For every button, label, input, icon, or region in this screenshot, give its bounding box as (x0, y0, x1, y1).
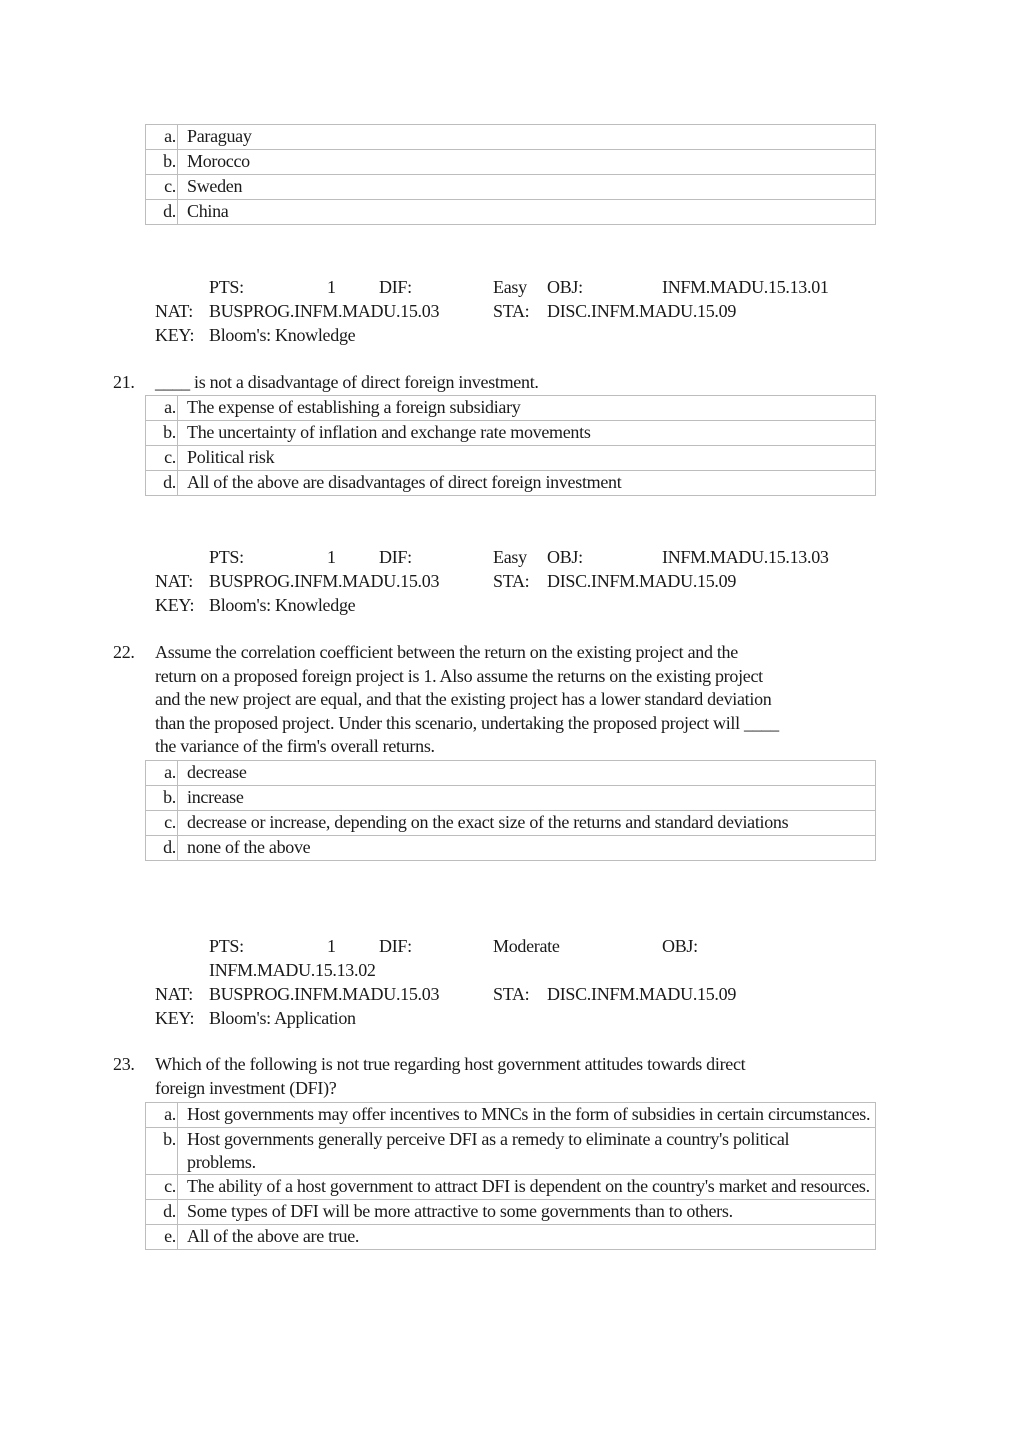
option-letter: e. (146, 1225, 178, 1250)
q21-metadata (155, 545, 875, 617)
obj-value: INFM.MADU.15.13.03 (662, 547, 829, 567)
option-text: The uncertainty of inflation and exchange rate movements (178, 421, 876, 446)
option-letter: a. (146, 396, 178, 421)
question-stem (155, 641, 915, 759)
sta-value: DISC.INFM.MADU.15.09 (547, 301, 737, 321)
option-letter: d. (146, 1200, 178, 1225)
dif-value: Moderate (493, 936, 560, 956)
option-row (146, 761, 876, 786)
obj-value: INFM.MADU.15.13.02 (209, 960, 376, 980)
option-text: The expense of establishing a foreign subsidiary (178, 396, 876, 421)
option-row (146, 1103, 876, 1128)
option-letter: b. (146, 150, 178, 175)
option-row (146, 1128, 876, 1175)
option-row (146, 471, 876, 496)
option-letter: c. (146, 811, 178, 836)
pts-value: 1 (327, 277, 336, 297)
stem-line: foreign investment (DFI)? (155, 1077, 337, 1098)
option-text: increase (178, 786, 876, 811)
question-number: 22. (113, 642, 135, 662)
pts-value: 1 (327, 936, 336, 956)
nat-value: BUSPROG.INFM.MADU.15.03 (209, 984, 440, 1004)
option-row (146, 811, 876, 836)
dif-value: Easy (493, 277, 527, 297)
key-label: KEY: (155, 595, 195, 615)
option-row (146, 396, 876, 421)
pts-label: PTS: (209, 277, 244, 297)
dif-label: DIF: (379, 277, 412, 297)
stem-line: the variance of the firm's overall returns. (155, 736, 435, 756)
q23-options-table (145, 1102, 876, 1250)
option-letter: c. (146, 175, 178, 200)
option-letter: a. (146, 761, 178, 786)
q21-options-table (145, 395, 876, 496)
option-text: decrease or increase, depending on the exact size of the returns and standard deviations (178, 811, 876, 836)
option-row (146, 836, 876, 861)
stem-line: Which of the following is not true regarding host government attitudes towards direct (155, 1054, 746, 1074)
sta-label: STA: (493, 301, 530, 321)
option-letter: d. (146, 200, 178, 225)
option-row (146, 1175, 876, 1200)
option-text: Morocco (178, 150, 876, 175)
option-text: none of the above (178, 836, 876, 861)
option-letter: d. (146, 836, 178, 861)
option-row (146, 1225, 876, 1250)
nat-label: NAT: (155, 571, 193, 591)
obj-label: OBJ: (662, 936, 698, 956)
nat-value: BUSPROG.INFM.MADU.15.03 (209, 571, 440, 591)
option-letter: a. (146, 125, 178, 150)
option-text: China (178, 200, 876, 225)
dif-value: Easy (493, 547, 527, 567)
q20-metadata (155, 275, 875, 347)
option-text: All of the above are disadvantages of direct foreign investment (178, 471, 876, 496)
option-text: The ability of a host government to attract DFI is dependent on the country's market and resources. (178, 1175, 876, 1200)
q20-options-table (145, 124, 876, 225)
option-text: Some types of DFI will be more attractive to some governments than to others. (178, 1200, 876, 1225)
pts-label: PTS: (209, 547, 244, 567)
key-value: Bloom's: Application (209, 1008, 356, 1028)
option-row (146, 200, 876, 225)
q22-options-table (145, 760, 876, 861)
obj-label: OBJ: (547, 277, 583, 297)
option-letter: c. (146, 1175, 178, 1200)
option-letter: c. (146, 446, 178, 471)
option-row (146, 150, 876, 175)
sta-label: STA: (493, 571, 530, 591)
stem-line: return on a proposed foreign project is 1. Also assume the returns on the existing project (155, 665, 763, 686)
option-text: Paraguay (178, 125, 876, 150)
question-stem: ____ is not a disadvantage of direct foreign investment. (155, 372, 539, 392)
sta-value: DISC.INFM.MADU.15.09 (547, 571, 737, 591)
nat-value: BUSPROG.INFM.MADU.15.03 (209, 301, 440, 321)
nat-label: NAT: (155, 301, 193, 321)
question-stem (155, 1053, 915, 1100)
option-text: Sweden (178, 175, 876, 200)
stem-line: and the new project are equal, and that the existing project has a lower standard deviation (155, 689, 772, 709)
option-row (146, 421, 876, 446)
option-letter: b. (146, 421, 178, 446)
option-text: Host governments may offer incentives to MNCs in the form of subsidies in certain circumstances. (178, 1103, 876, 1128)
key-label: KEY: (155, 1008, 195, 1028)
option-letter: b. (146, 786, 178, 811)
option-letter: b. (146, 1128, 178, 1175)
option-row (146, 446, 876, 471)
option-row (146, 1200, 876, 1225)
option-letter: d. (146, 471, 178, 496)
option-text: All of the above are true. (178, 1225, 876, 1250)
stem-line: than the proposed project. Under this scenario, undertaking the proposed project will ____ (155, 712, 779, 733)
option-text: Host governments generally perceive DFI as a remedy to eliminate a country's political problems. (178, 1128, 876, 1175)
question-number: 23. (113, 1054, 135, 1074)
question-number: 21. (113, 372, 135, 392)
stem-line: Assume the correlation coefficient between the return on the existing project and the (155, 642, 738, 662)
option-row (146, 125, 876, 150)
pts-value: 1 (327, 547, 336, 567)
option-letter: a. (146, 1103, 178, 1128)
option-text: Political risk (178, 446, 876, 471)
dif-label: DIF: (379, 936, 412, 956)
dif-label: DIF: (379, 547, 412, 567)
obj-label: OBJ: (547, 547, 583, 567)
q22-metadata (155, 934, 875, 1030)
option-row (146, 175, 876, 200)
obj-value: INFM.MADU.15.13.01 (662, 277, 829, 297)
nat-label: NAT: (155, 984, 193, 1004)
key-value: Bloom's: Knowledge (209, 595, 356, 615)
sta-value: DISC.INFM.MADU.15.09 (547, 984, 737, 1004)
option-text: decrease (178, 761, 876, 786)
pts-label: PTS: (209, 936, 244, 956)
key-value: Bloom's: Knowledge (209, 325, 356, 345)
key-label: KEY: (155, 325, 195, 345)
option-row (146, 786, 876, 811)
sta-label: STA: (493, 984, 530, 1004)
